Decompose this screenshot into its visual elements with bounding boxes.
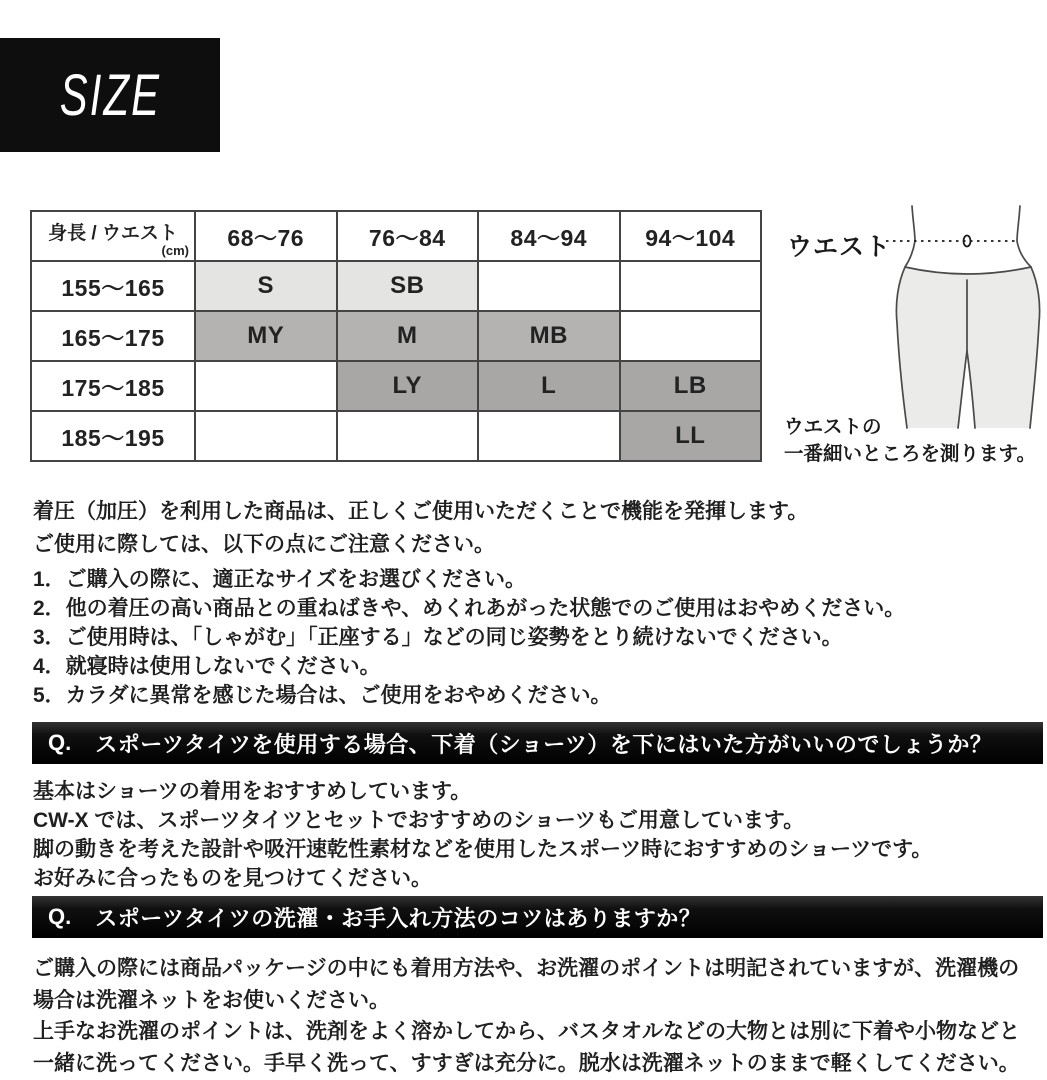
text-line: 4．就寝時は使用しないでください。 <box>33 655 381 678</box>
text-line: 場合は洗濯ネットをお使いください。 <box>33 988 390 1012</box>
question-bar-underwear <box>32 722 1043 764</box>
text-line: 脚の動きを考えた設計や吸汗速乾性素材などを使用したスポーツ時におすすめのショーツです。 <box>33 838 933 861</box>
text-line: 一番細いところを測ります。 <box>784 443 1036 465</box>
size-chart-table <box>30 210 762 462</box>
waist-measure-caption <box>784 414 1047 468</box>
compression-usage-intro <box>33 495 808 561</box>
waist-range-header: 94～104 <box>620 211 762 261</box>
text-line: ウエストの <box>784 416 882 438</box>
q-label: Q. <box>48 730 72 755</box>
height-range-header: 175～185 <box>31 361 195 411</box>
text-line: 1．ご購入の際に、適正なサイズをお選びください。 <box>33 568 526 591</box>
size-cell-sb: SB <box>337 261 479 311</box>
question-bar-washing <box>32 896 1043 938</box>
size-cell-empty <box>620 261 762 311</box>
size-cell-lb: LB <box>620 361 762 411</box>
size-cell-empty <box>337 411 479 461</box>
text-line: 5．カラダに異常を感じた場合は、ご使用をおやめください。 <box>33 684 612 707</box>
corner-title: 身長 / ウエスト <box>48 222 178 244</box>
text-line: ご使用に際しては、以下の点にご注意ください。 <box>33 533 495 556</box>
size-cell-empty <box>620 311 762 361</box>
size-cell-empty <box>195 361 337 411</box>
size-cell-empty <box>195 411 337 461</box>
table-row <box>31 411 761 461</box>
tights-silhouette <box>896 267 1039 428</box>
table-corner-header <box>31 211 195 261</box>
size-banner-title: SIZE <box>59 62 161 128</box>
height-range-header: 155～165 <box>31 261 195 311</box>
text-line: 一緒に洗ってください。手早く洗って、すすぎは充分に。脱水は洗濯ネットのままで軽くしてください。 <box>33 1051 1020 1075</box>
table-row <box>31 261 761 311</box>
waist-range-header: 84～94 <box>478 211 620 261</box>
corner-unit: (cm) <box>161 243 189 258</box>
text-line: ご購入の際には商品パッケージの中にも着用方法や、お洗濯のポイントは明記されていますが、洗濯機の <box>33 957 1020 980</box>
text-line: 3．ご使用時は、「しゃがむ」「正座する」などの同じ姿勢をとり続けないでください。 <box>33 626 843 649</box>
waist-label: ウエスト <box>787 233 892 261</box>
question-text: スポーツタイツの洗濯・お手入れ方法のコツはありますか？ <box>95 905 702 931</box>
text-line: 着圧（加圧）を利用した商品は、正しくご使用いただくことで機能を発揮します。 <box>33 500 809 523</box>
size-cell-empty <box>478 411 620 461</box>
question-text: スポーツタイツを使用する場合、下着（ショーツ）を下にはいた方がいいのでしょうか？ <box>95 731 993 757</box>
size-cell-mb: MB <box>478 311 620 361</box>
size-cell-my: MY <box>195 311 337 361</box>
table-row <box>31 311 761 361</box>
answer-underwear <box>33 777 932 893</box>
waist-range-header: 76～84 <box>337 211 479 261</box>
size-section-banner <box>0 38 220 152</box>
size-cell-s: S <box>195 261 337 311</box>
size-cell-ll: LL <box>620 411 762 461</box>
text-line: 2．他の着圧の高い商品との重ねばきや、めくれあがった状態でのご使用はおやめください。 <box>33 597 906 620</box>
size-table-body <box>31 261 761 461</box>
size-cell-l: L <box>478 361 620 411</box>
height-range-header: 185～195 <box>31 411 195 461</box>
table-header-row <box>31 211 761 261</box>
size-cell-empty <box>478 261 620 311</box>
text-line: 上手なお洗濯のポイントは、洗剤をよく溶かしてから、バスタオルなどの大物とは別に下着や小物などと <box>33 1020 1020 1043</box>
waist-range-header: 68～76 <box>195 211 337 261</box>
text-line: CW-X では、スポーツタイツとセットでおすすめのショーツもご用意しています。 <box>33 809 805 832</box>
text-line: 基本はショーツの着用をおすすめしています。 <box>33 780 472 803</box>
size-cell-ly: LY <box>337 361 479 411</box>
usage-notes-list <box>33 565 905 710</box>
text-line: お好みに合ったものを見つけてください。 <box>33 867 432 890</box>
q-label: Q. <box>48 904 72 929</box>
answer-washing <box>33 953 1020 1079</box>
size-cell-m: M <box>337 311 479 361</box>
table-row <box>31 361 761 411</box>
height-range-header: 165～175 <box>31 311 195 361</box>
